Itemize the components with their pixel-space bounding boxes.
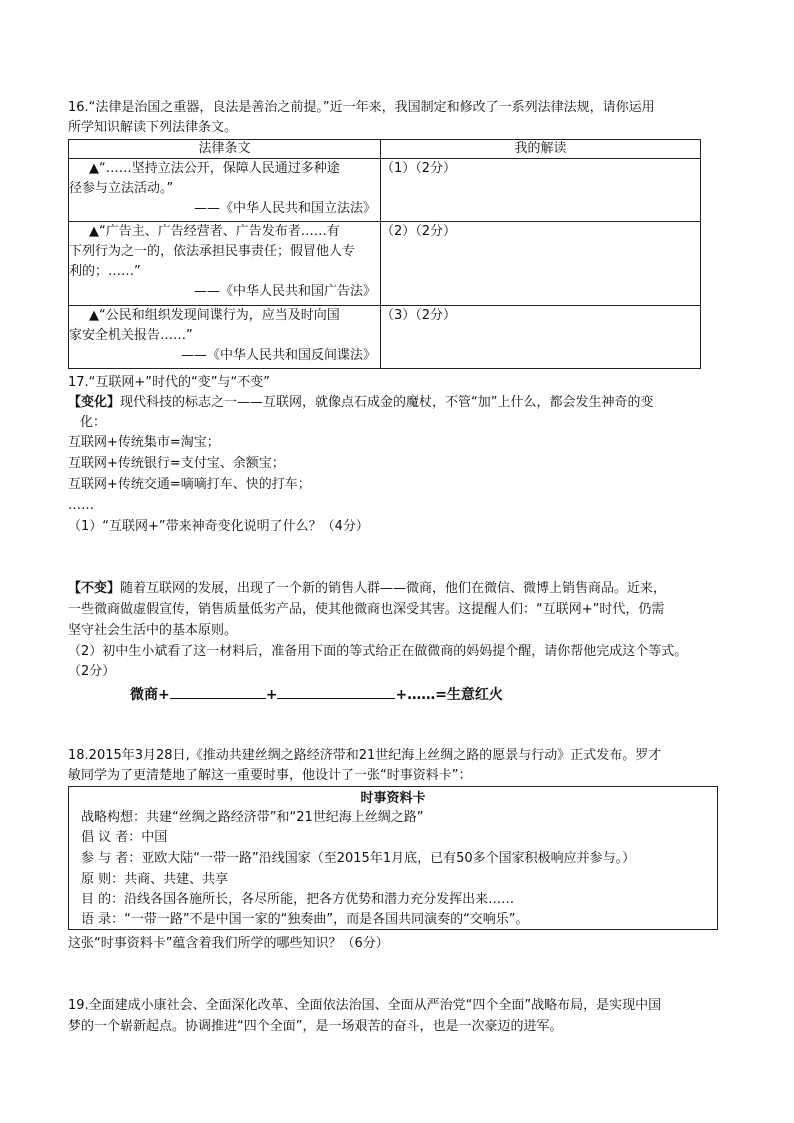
q16-intro-line1: 16.“法律是治国之重器，良法是善治之前提。”近一年来，我国制定和修改了一系列法律法规，请你运用 — [68, 100, 655, 115]
q18-intro-line1: 18.2015年3月28日,《推动共建丝绸之路经济带和21世纪海上丝绸之路的愿景与行动》正式发布。罗才 — [68, 748, 662, 763]
change-tag: 【变化】 — [68, 395, 121, 410]
q17-change-line2: 化： — [80, 415, 107, 430]
answer-label: （3）（2分） — [381, 308, 457, 323]
equation-blank-2[interactable] — [277, 686, 395, 699]
law-cell — [69, 159, 381, 222]
card-row: 原 则：共商、共建、共享 — [81, 872, 229, 887]
nochange-text: 随着互联网的发展，出现了一个新的销售人群——微商，他们在微信、微博上销售商品。近来， — [120, 581, 667, 596]
current-affairs-card — [68, 786, 718, 930]
law-table-header — [69, 140, 701, 159]
equation-end: +……=生意红火 — [395, 687, 503, 703]
q17-nochange-line2: 一些微商做虚假宣传，销售质量低劣产品，使其他微商也深受其害。这提醒人们：“互联网+”时代，仍需 — [68, 602, 665, 617]
q19-line1: 19.全面建成小康社会、全面深化改革、全面依法治国、全面从严治党“四个全面”战略布局，是实现中国 — [68, 998, 662, 1013]
header-law-text: 法律条文 — [69, 140, 381, 159]
equation — [130, 684, 503, 704]
card-row: 目 的：沿线各国各施所长，各尽所能，把各方优势和潜力充分发挥出来…… — [81, 892, 515, 907]
answer-cell[interactable] — [381, 306, 701, 369]
answer-cell[interactable] — [381, 159, 701, 222]
equation-start: 微商+ — [130, 687, 170, 703]
change-text: 现代科技的标志之一——互联网，就像点石成金的魔杖，不管“加”上什么，都会发生神奇的变 — [120, 395, 654, 410]
q17-title: 17.“互联网+”时代的“变”与“不变” — [68, 375, 270, 390]
card-row: 参 与 者：亚欧大陆“一带一路”沿线国家（至2015年1月底，已有50多个国家积极响应并参与。） — [81, 851, 636, 866]
q17-question2-line1: （2）初中生小斌看了这一材料后，准备用下面的等式给正在做微商的妈妈提个醒，请你帮他完成这个等式。 — [68, 644, 688, 659]
law-source: ——《中华人民共和国反间谍法》 — [180, 348, 376, 363]
law-line: 径参与立法活动。” — [69, 181, 174, 196]
q17-question2-line2: （2分） — [68, 664, 116, 679]
card-title: 时事资料卡 — [360, 791, 426, 806]
list-item: 互联网+传统银行=支付宝、余额宝； — [68, 456, 285, 471]
law-source: ——《中华人民共和国广告法》 — [193, 284, 376, 299]
q17-nochange-line3: 坚守社会生活中的基本原则。 — [68, 623, 238, 638]
law-line: ▲“广告主、广告经营者、广告发布者……有 — [89, 224, 340, 239]
q17-change-line1 — [68, 394, 654, 412]
q19-line2: 梦的一个崭新起点。协调推进“四个全面”，是一场艰苦的奋斗，也是一次豪迈的进军。 — [68, 1019, 563, 1034]
list-item: 互联网+传统集市=淘宝； — [68, 435, 220, 450]
card-row: 倡 议 者：中国 — [81, 830, 168, 845]
q17-question1: （1）“互联网+”带来神奇变化说明了什么？（4分） — [68, 519, 369, 534]
header-my-reading: 我的解读 — [381, 140, 701, 159]
law-line: 利的；……” — [69, 264, 141, 279]
answer-label: （1）（2分） — [381, 161, 457, 176]
equation-plus: + — [265, 687, 278, 703]
law-source: ——《中华人民共和国立法法》 — [193, 201, 376, 216]
table-row — [69, 222, 701, 306]
law-cell — [69, 306, 381, 369]
q18-question: 这张“时事资料卡”蕴含着我们所学的哪些知识？（6分） — [68, 936, 389, 951]
answer-cell[interactable] — [381, 222, 701, 306]
q18-intro-line2: 敏同学为了更清楚地了解这一重要时事，他设计了一张“时事资料卡”： — [68, 768, 472, 783]
law-line: 家安全机关报告……” — [69, 328, 193, 343]
equation-blank-1[interactable] — [170, 686, 266, 699]
table-row — [69, 306, 701, 369]
answer-label: （2）（2分） — [381, 224, 457, 239]
list-item: …… — [68, 498, 94, 513]
q16-intro-line2: 所学知识解读下列法律条文。 — [68, 120, 238, 135]
nochange-tag: 【不变】 — [68, 581, 121, 596]
card-row: 语 录：“一带一路”不是中国一家的“独奏曲”，而是各国共同演奏的“交响乐”。 — [81, 912, 529, 927]
list-item: 互联网+传统交通=嘀嘀打车、快的打车； — [68, 477, 311, 492]
q17-nochange-line1 — [68, 580, 666, 598]
law-line: ▲“公民和组织发现间谍行为，应当及时向国 — [89, 308, 340, 323]
law-line: 下列行为之一的，依法承担民事责任；假冒他人专 — [69, 244, 356, 259]
law-line: ▲“……坚持立法公开，保障人民通过多种途 — [89, 161, 340, 176]
law-table — [68, 139, 701, 369]
table-row — [69, 159, 701, 222]
card-row: 战略构想：共建“丝绸之路经济带”和“21世纪海上丝绸之路” — [81, 810, 424, 825]
law-cell — [69, 222, 381, 306]
